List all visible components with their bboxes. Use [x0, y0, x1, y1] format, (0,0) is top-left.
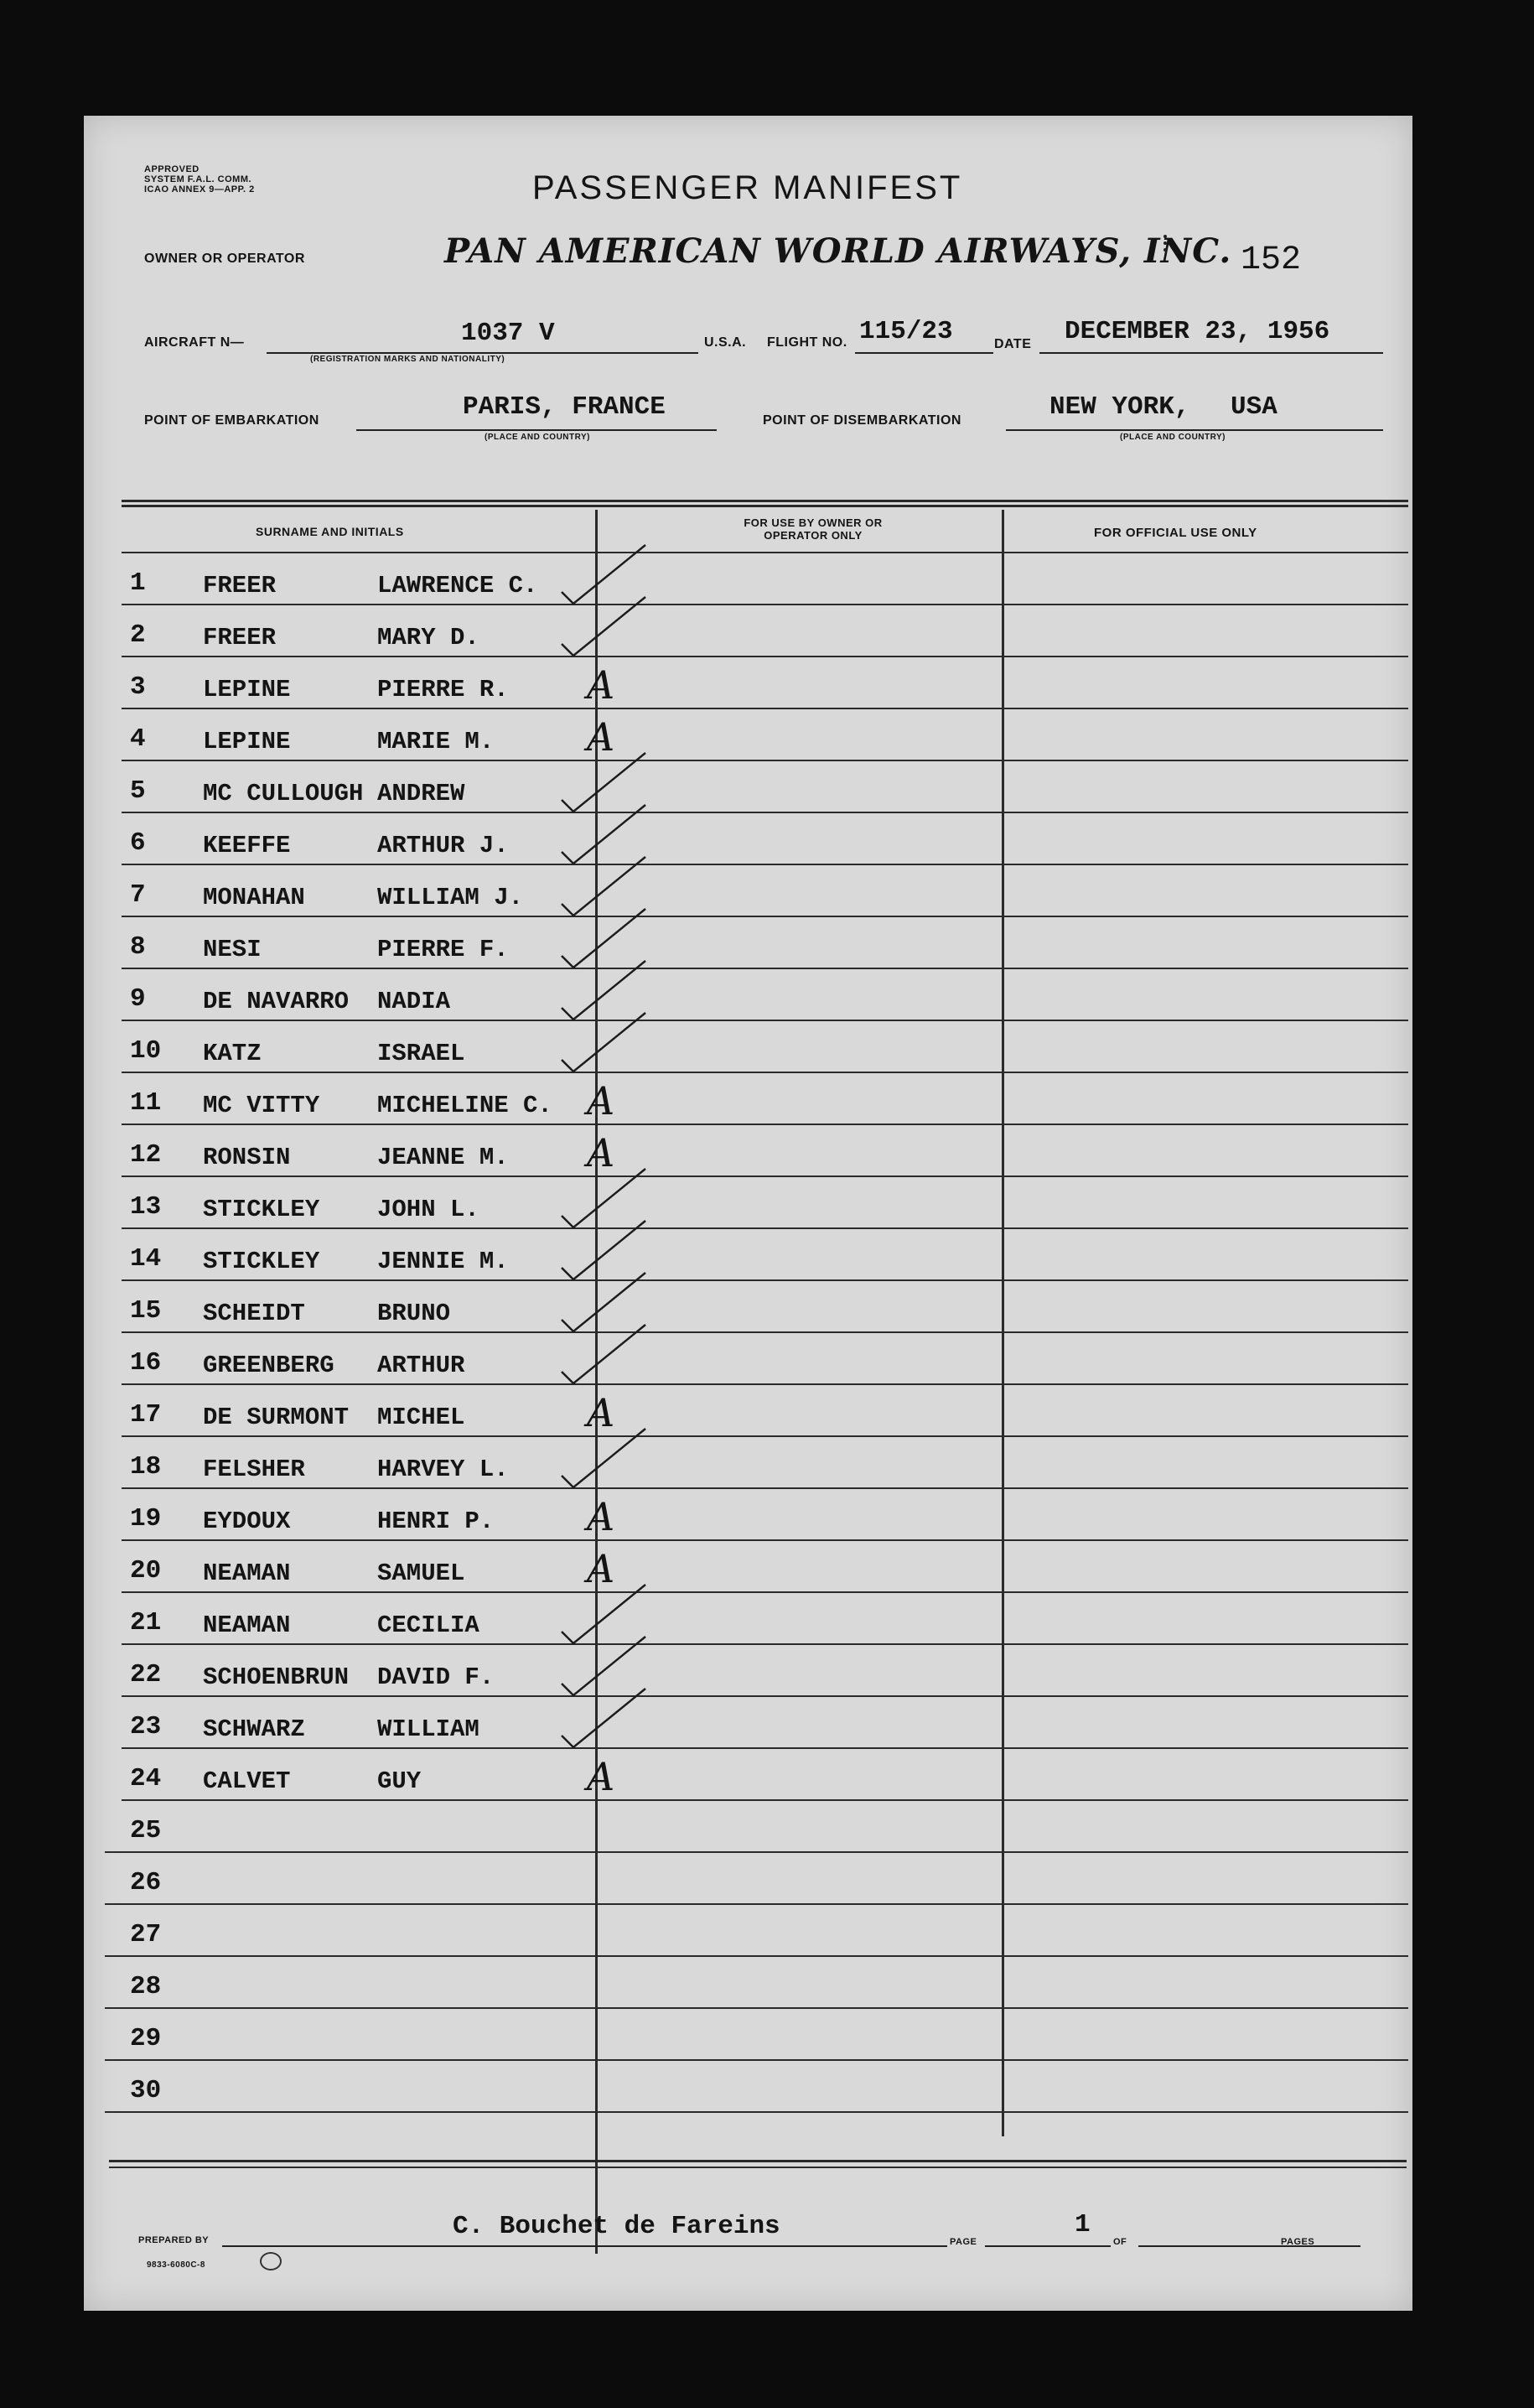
embark-label: POINT OF EMBARKATION: [144, 413, 319, 428]
row-rule: [105, 2059, 1408, 2061]
page-underline: [985, 2245, 1111, 2247]
nationality-label: U.S.A.: [704, 335, 747, 350]
arrival-mark-icon: A: [587, 1494, 615, 1539]
passenger-initials: PIERRE R.: [377, 676, 509, 703]
table-top-rule-2: [122, 505, 1408, 507]
row-number: 7: [130, 880, 146, 910]
passenger-initials: LAWRENCE C.: [377, 572, 538, 599]
row-number: 8: [130, 932, 146, 962]
flight-date: DECEMBER 23, 1956: [1065, 317, 1330, 346]
row-number: 30: [130, 2076, 162, 2105]
row-rule: [105, 1955, 1408, 1957]
arrival-mark-icon: A: [587, 1546, 615, 1591]
row-rule: [122, 968, 1408, 969]
form-number: 9833-6080C-8: [147, 2260, 205, 2270]
flight-label: FLIGHT NO.: [767, 335, 847, 350]
row-number: 1: [130, 568, 146, 598]
passenger-initials: WILLIAM: [377, 1715, 479, 1743]
row-number: 3: [130, 672, 146, 702]
row-rule: [122, 864, 1408, 865]
check-mark-icon: [553, 1420, 671, 1496]
passenger-surname: NESI: [203, 936, 262, 963]
stamp-dots: [1163, 235, 1170, 252]
of-label: OF: [1113, 2237, 1127, 2247]
row-number: 17: [130, 1400, 162, 1430]
disembark-note: (PLACE AND COUNTRY): [1120, 433, 1226, 442]
row-rule: [122, 1435, 1408, 1437]
row-rule: [105, 2007, 1408, 2009]
passenger-surname: SCHWARZ: [203, 1715, 305, 1743]
aircraft-underline: [267, 352, 698, 354]
prepared-by: C. Bouchet de Fareins: [453, 2212, 780, 2241]
row-rule: [122, 1591, 1408, 1593]
passenger-surname: FREER: [203, 624, 277, 651]
passenger-surname: DE SURMONT: [203, 1404, 350, 1431]
row-rule: [122, 1799, 1408, 1801]
row-number: 12: [130, 1140, 162, 1170]
row-rule: [122, 1487, 1408, 1489]
passenger-initials: BRUNO: [377, 1300, 451, 1327]
approval-line: ICAO ANNEX 9—APP. 2: [144, 184, 255, 195]
passenger-surname: FREER: [203, 572, 277, 599]
passenger-initials: HENRI P.: [377, 1508, 495, 1535]
passenger-surname: FELSHER: [203, 1456, 305, 1483]
passenger-surname: NEAMAN: [203, 1611, 291, 1639]
row-number: 26: [130, 1868, 162, 1897]
passenger-initials: MICHEL: [377, 1404, 465, 1431]
passenger-surname: EYDOUX: [203, 1508, 291, 1535]
row-rule: [122, 656, 1408, 657]
passenger-surname: STICKLEY: [203, 1196, 320, 1223]
passenger-initials: WILLIAM J.: [377, 884, 524, 911]
row-number: 20: [130, 1556, 162, 1585]
check-mark-icon: [553, 1004, 671, 1080]
row-rule: [122, 812, 1408, 813]
disembark-label: POINT OF DISEMBARKATION: [763, 413, 961, 428]
approval-stamp: [144, 164, 255, 195]
page-label: PAGE: [950, 2237, 977, 2247]
column-header-name: SURNAME AND INITIALS: [256, 525, 404, 538]
disembark-city: NEW YORK,: [1049, 392, 1190, 422]
passenger-initials: ISRAEL: [377, 1040, 465, 1067]
row-number: 27: [130, 1920, 162, 1949]
page-number: 1: [1075, 2210, 1091, 2239]
manifest-sheet: [84, 116, 1412, 2311]
row-number: 9: [130, 984, 146, 1014]
row-rule: [122, 1175, 1408, 1177]
row-number: 28: [130, 1972, 162, 2001]
approval-line: SYSTEM F.A.L. COMM.: [144, 174, 252, 184]
passenger-surname: LEPINE: [203, 676, 291, 703]
column-divider-2: [1002, 510, 1004, 2136]
row-number: 14: [130, 1244, 162, 1274]
row-number: 6: [130, 828, 146, 858]
passenger-surname: RONSIN: [203, 1144, 291, 1171]
passenger-surname: DE NAVARRO: [203, 988, 350, 1015]
date-label: DATE: [994, 337, 1032, 351]
arrival-mark-icon: A: [587, 662, 615, 708]
disembark-underline: [1006, 429, 1383, 431]
row-rule: [122, 1279, 1408, 1281]
flight-number: 115/23: [859, 317, 953, 346]
embark-underline: [356, 429, 717, 431]
row-number: 16: [130, 1348, 162, 1378]
passenger-surname: MC VITTY: [203, 1092, 320, 1119]
passenger-initials: JENNIE M.: [377, 1248, 509, 1275]
embark-note: (PLACE AND COUNTRY): [485, 433, 590, 442]
column-header-owner: FOR USE BY OWNER OR OPERATOR ONLY: [744, 516, 883, 542]
row-rule: [105, 1903, 1408, 1905]
row-rule: [122, 916, 1408, 917]
passenger-surname: STICKLEY: [203, 1248, 320, 1275]
passenger-initials: PIERRE F.: [377, 936, 509, 963]
row-rule: [122, 1643, 1408, 1645]
row-number: 29: [130, 2024, 162, 2053]
row-number: 2: [130, 620, 146, 650]
row-rule: [122, 1747, 1408, 1749]
passenger-surname: MC CULLOUGH: [203, 780, 364, 807]
registration-note: (REGISTRATION MARKS AND NATIONALITY): [310, 355, 505, 364]
passenger-initials: JEANNE M.: [377, 1144, 509, 1171]
aircraft-registration: 1037 V: [461, 319, 555, 348]
passenger-surname: MONAHAN: [203, 884, 305, 911]
row-rule: [122, 708, 1408, 709]
row-number: 11: [130, 1088, 162, 1118]
header-bottom-rule: [122, 552, 1408, 553]
pages-underline: [1138, 2245, 1360, 2247]
row-number: 13: [130, 1192, 162, 1222]
arrival-mark-icon: A: [587, 1130, 615, 1175]
row-rule: [122, 1539, 1408, 1541]
union-label-icon: [260, 2252, 282, 2270]
operator-name: PAN AMERICAN WORLD AIRWAYS, INC.: [444, 231, 1232, 271]
row-number: 25: [130, 1816, 162, 1845]
pages-label: PAGES: [1281, 2237, 1315, 2247]
row-number: 18: [130, 1452, 162, 1482]
row-rule: [122, 1020, 1408, 1021]
flight-underline: [855, 352, 993, 354]
prepared-underline: [222, 2245, 947, 2247]
row-number: 15: [130, 1296, 162, 1326]
check-mark-icon: [553, 589, 671, 664]
table-bottom-rule-2: [109, 2167, 1407, 2168]
disembark-country: USA: [1231, 392, 1277, 422]
row-number: 4: [130, 724, 146, 754]
passenger-surname: SCHOENBRUN: [203, 1663, 350, 1691]
passenger-surname: CALVET: [203, 1767, 291, 1795]
row-number: 23: [130, 1712, 162, 1741]
row-number: 10: [130, 1036, 162, 1066]
row-rule: [105, 2111, 1408, 2113]
check-mark-icon: [553, 1316, 671, 1392]
arrival-mark-icon: A: [587, 1390, 615, 1435]
owner-label: OWNER OR OPERATOR: [144, 252, 305, 266]
passenger-surname: NEAMAN: [203, 1559, 291, 1587]
row-rule: [105, 1851, 1408, 1853]
approval-line: APPROVED: [144, 164, 200, 174]
passenger-initials: CECILIA: [377, 1611, 479, 1639]
passenger-initials: NADIA: [377, 988, 451, 1015]
row-rule: [122, 1124, 1408, 1125]
row-number: 22: [130, 1660, 162, 1689]
row-rule: [122, 760, 1408, 761]
passenger-initials: ARTHUR J.: [377, 832, 509, 859]
passenger-initials: MARY D.: [377, 624, 479, 651]
passenger-surname: KATZ: [203, 1040, 262, 1067]
passenger-initials: SAMUEL: [377, 1559, 465, 1587]
row-number: 19: [130, 1504, 162, 1534]
document-title: PASSENGER MANIFEST: [532, 169, 963, 206]
row-rule: [122, 1695, 1408, 1697]
passenger-initials: ANDREW: [377, 780, 465, 807]
sheet-number: 152: [1241, 241, 1302, 279]
arrival-mark-icon: A: [587, 1754, 615, 1799]
passenger-initials: MARIE M.: [377, 728, 495, 755]
passenger-initials: JOHN L.: [377, 1196, 479, 1223]
passenger-initials: HARVEY L.: [377, 1456, 509, 1483]
passenger-surname: LEPINE: [203, 728, 291, 755]
table-bottom-rule: [109, 2160, 1407, 2162]
passenger-surname: GREENBERG: [203, 1352, 334, 1379]
passenger-initials: ARTHUR: [377, 1352, 465, 1379]
passenger-surname: KEEFFE: [203, 832, 291, 859]
passenger-initials: MICHELINE C.: [377, 1092, 552, 1119]
row-rule: [122, 1331, 1408, 1333]
aircraft-label: AIRCRAFT N—: [144, 335, 245, 350]
row-rule: [122, 1072, 1408, 1073]
arrival-mark-icon: A: [587, 714, 615, 760]
date-underline: [1039, 352, 1383, 354]
row-number: 24: [130, 1764, 162, 1793]
row-number: 21: [130, 1608, 162, 1637]
row-rule: [122, 604, 1408, 605]
arrival-mark-icon: A: [587, 1078, 615, 1124]
check-mark-icon: [553, 1680, 671, 1756]
passenger-initials: DAVID F.: [377, 1663, 495, 1691]
row-rule: [122, 1383, 1408, 1385]
table-top-rule: [122, 500, 1408, 502]
passenger-initials: GUY: [377, 1767, 422, 1795]
row-rule: [122, 1227, 1408, 1229]
embark-place: PARIS, FRANCE: [463, 392, 666, 422]
passenger-surname: SCHEIDT: [203, 1300, 305, 1327]
column-header-official: FOR OFFICIAL USE ONLY: [1094, 526, 1257, 540]
prepared-label: PREPARED BY: [138, 2235, 210, 2245]
row-number: 5: [130, 776, 146, 806]
